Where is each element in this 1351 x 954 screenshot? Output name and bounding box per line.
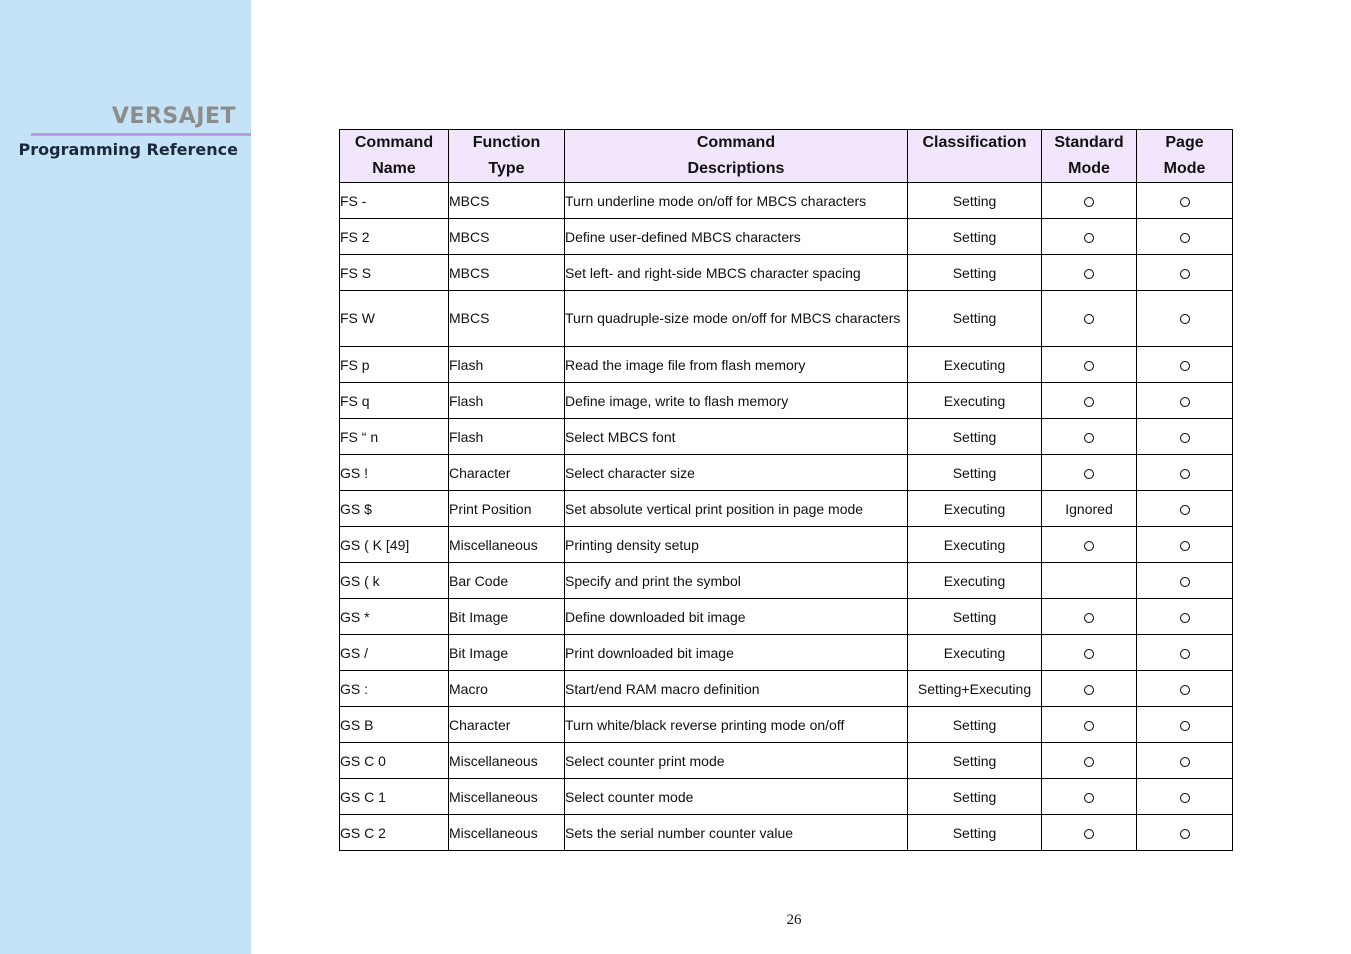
cell-page-mode [1137, 255, 1233, 291]
cell-command-name: FS “ n [340, 419, 449, 455]
supported-circle-icon [1084, 829, 1094, 839]
cell-description: Sets the serial number counter value [565, 815, 908, 851]
cell-function-type: MBCS [449, 255, 565, 291]
cell-page-mode [1137, 291, 1233, 347]
cell-description: Define user-defined MBCS characters [565, 219, 908, 255]
cell-command-name: GS ! [340, 455, 449, 491]
table-row [340, 635, 1233, 671]
cell-description: Set left- and right-side MBCS character spacing [565, 255, 908, 291]
supported-circle-icon [1084, 649, 1094, 659]
cell-page-mode [1137, 491, 1233, 527]
supported-circle-icon [1180, 505, 1190, 515]
supported-circle-icon [1084, 685, 1094, 695]
supported-circle-icon [1180, 541, 1190, 551]
supported-circle-icon [1180, 233, 1190, 243]
cell-page-mode [1137, 815, 1233, 851]
cell-command-name: FS S [340, 255, 449, 291]
cell-page-mode [1137, 599, 1233, 635]
cell-classification: Executing [908, 347, 1042, 383]
cell-command-name: GS C 2 [340, 815, 449, 851]
brand-title: VERSAJET [111, 104, 236, 129]
cell-standard-mode [1042, 671, 1137, 707]
cell-description: Specify and print the symbol [565, 563, 908, 599]
header-function-type: Function Type [449, 130, 565, 183]
supported-circle-icon [1180, 397, 1190, 407]
cell-standard-mode [1042, 635, 1137, 671]
cell-page-mode [1137, 671, 1233, 707]
cell-standard-mode [1042, 419, 1137, 455]
cell-classification: Executing [908, 563, 1042, 599]
cell-command-name: GS C 0 [340, 743, 449, 779]
cell-command-name: GS ( k [340, 563, 449, 599]
cell-classification: Setting [908, 255, 1042, 291]
cell-function-type: Bit Image [449, 635, 565, 671]
supported-circle-icon [1180, 757, 1190, 767]
cell-page-mode [1137, 779, 1233, 815]
supported-circle-icon [1084, 541, 1094, 551]
cell-function-type: Flash [449, 419, 565, 455]
cell-standard-mode [1042, 599, 1137, 635]
cell-function-type: Miscellaneous [449, 779, 565, 815]
supported-circle-icon [1180, 577, 1190, 587]
supported-circle-icon [1180, 613, 1190, 623]
table-row [340, 183, 1233, 219]
cell-command-name: GS C 1 [340, 779, 449, 815]
cell-classification: Setting [908, 815, 1042, 851]
cell-description: Printing density setup [565, 527, 908, 563]
cell-standard-mode [1042, 779, 1137, 815]
cell-standard-mode [1042, 183, 1137, 219]
cell-standard-mode [1042, 219, 1137, 255]
cell-standard-mode [1042, 291, 1137, 347]
cell-description: Select character size [565, 455, 908, 491]
cell-command-name: GS $ [340, 491, 449, 527]
cell-standard-mode [1042, 815, 1137, 851]
cell-description: Select counter print mode [565, 743, 908, 779]
cell-page-mode [1137, 635, 1233, 671]
cell-command-name: GS ( K [49] [340, 527, 449, 563]
cell-function-type: MBCS [449, 219, 565, 255]
cell-standard-mode [1042, 707, 1137, 743]
supported-circle-icon [1084, 314, 1094, 324]
table-row [340, 291, 1233, 347]
supported-circle-icon [1180, 197, 1190, 207]
supported-circle-icon [1084, 757, 1094, 767]
supported-circle-icon [1180, 433, 1190, 443]
table-row [340, 255, 1233, 291]
cell-classification: Executing [908, 383, 1042, 419]
supported-circle-icon [1180, 469, 1190, 479]
cell-classification: Executing [908, 635, 1042, 671]
cell-page-mode [1137, 743, 1233, 779]
table-row [340, 347, 1233, 383]
supported-circle-icon [1084, 433, 1094, 443]
table-row [340, 491, 1233, 527]
cell-command-name: GS : [340, 671, 449, 707]
cell-standard-mode [1042, 383, 1137, 419]
cell-standard-mode [1042, 743, 1137, 779]
cell-function-type: Macro [449, 671, 565, 707]
cell-page-mode [1137, 383, 1233, 419]
table-row [340, 455, 1233, 491]
table-row [340, 707, 1233, 743]
cell-description: Read the image file from flash memory [565, 347, 908, 383]
cell-function-type: Miscellaneous [449, 527, 565, 563]
cell-function-type: Miscellaneous [449, 743, 565, 779]
table-row [340, 779, 1233, 815]
cell-page-mode [1137, 455, 1233, 491]
cell-function-type: MBCS [449, 183, 565, 219]
supported-circle-icon [1084, 793, 1094, 803]
supported-circle-icon [1180, 649, 1190, 659]
cell-description: Turn underline mode on/off for MBCS characters [565, 183, 908, 219]
cell-function-type: Bit Image [449, 599, 565, 635]
table-row [340, 743, 1233, 779]
cell-function-type: Bar Code [449, 563, 565, 599]
cell-classification: Setting [908, 707, 1042, 743]
table-row [340, 383, 1233, 419]
cell-description: Set absolute vertical print position in page mode [565, 491, 908, 527]
supported-circle-icon [1084, 269, 1094, 279]
cell-description: Turn white/black reverse printing mode on/off [565, 707, 908, 743]
cell-command-name: FS W [340, 291, 449, 347]
cell-description: Define downloaded bit image [565, 599, 908, 635]
supported-circle-icon [1180, 793, 1190, 803]
cell-page-mode [1137, 527, 1233, 563]
cell-description: Start/end RAM macro definition [565, 671, 908, 707]
supported-circle-icon [1084, 469, 1094, 479]
cell-standard-mode [1042, 347, 1137, 383]
cell-classification: Setting [908, 419, 1042, 455]
cell-classification: Setting [908, 219, 1042, 255]
supported-circle-icon [1084, 233, 1094, 243]
cell-classification: Executing [908, 491, 1042, 527]
command-table [339, 129, 1233, 851]
supported-circle-icon [1180, 269, 1190, 279]
cell-page-mode [1137, 707, 1233, 743]
cell-classification: Setting [908, 455, 1042, 491]
cell-description: Select MBCS font [565, 419, 908, 455]
cell-description: Print downloaded bit image [565, 635, 908, 671]
supported-circle-icon [1180, 685, 1190, 695]
cell-function-type: Print Position [449, 491, 565, 527]
cell-standard-mode: Ignored [1042, 491, 1137, 527]
table-row [340, 527, 1233, 563]
cell-function-type: Flash [449, 383, 565, 419]
cell-description: Turn quadruple-size mode on/off for MBCS characters [565, 291, 908, 347]
cell-page-mode [1137, 419, 1233, 455]
supported-circle-icon [1180, 314, 1190, 324]
cell-classification: Setting [908, 291, 1042, 347]
cell-command-name: GS * [340, 599, 449, 635]
supported-circle-icon [1084, 197, 1094, 207]
page-number: 26 [786, 912, 802, 928]
supported-circle-icon [1084, 721, 1094, 731]
sidebar-panel [0, 0, 251, 954]
supported-circle-icon [1180, 721, 1190, 731]
cell-command-name: FS q [340, 383, 449, 419]
cell-command-name: FS p [340, 347, 449, 383]
cell-standard-mode [1042, 255, 1137, 291]
table-row [340, 219, 1233, 255]
cell-classification: Executing [908, 527, 1042, 563]
cell-page-mode [1137, 219, 1233, 255]
header-command-descriptions: Command Descriptions [565, 130, 908, 183]
table-row [340, 671, 1233, 707]
supported-circle-icon [1084, 613, 1094, 623]
cell-classification: Setting [908, 599, 1042, 635]
cell-function-type: Character [449, 707, 565, 743]
supported-circle-icon [1180, 361, 1190, 371]
cell-function-type: Character [449, 455, 565, 491]
supported-circle-icon [1180, 829, 1190, 839]
cell-function-type: Flash [449, 347, 565, 383]
header-standard-mode: Standard Mode [1042, 130, 1137, 183]
supported-circle-icon [1084, 397, 1094, 407]
brand-divider [31, 133, 251, 136]
cell-classification: Setting [908, 743, 1042, 779]
cell-page-mode [1137, 183, 1233, 219]
table-row [340, 815, 1233, 851]
table-row [340, 599, 1233, 635]
cell-description: Select counter mode [565, 779, 908, 815]
cell-description: Define image, write to flash memory [565, 383, 908, 419]
table-row [340, 563, 1233, 599]
cell-classification: Setting+Executing [908, 671, 1042, 707]
cell-command-name: FS 2 [340, 219, 449, 255]
table-header-row [340, 130, 1233, 183]
cell-page-mode [1137, 347, 1233, 383]
cell-classification: Setting [908, 779, 1042, 815]
cell-command-name: GS B [340, 707, 449, 743]
header-page-mode: Page Mode [1137, 130, 1233, 183]
header-command-name: Command Name [340, 130, 449, 183]
section-subtitle: Programming Reference [18, 140, 238, 159]
table-row [340, 419, 1233, 455]
cell-standard-mode [1042, 563, 1137, 599]
header-classification: Classification [908, 130, 1042, 183]
cell-page-mode [1137, 563, 1233, 599]
cell-standard-mode [1042, 527, 1137, 563]
supported-circle-icon [1084, 361, 1094, 371]
cell-function-type: MBCS [449, 291, 565, 347]
cell-standard-mode [1042, 455, 1137, 491]
cell-classification: Setting [908, 183, 1042, 219]
cell-command-name: FS - [340, 183, 449, 219]
cell-command-name: GS / [340, 635, 449, 671]
cell-function-type: Miscellaneous [449, 815, 565, 851]
